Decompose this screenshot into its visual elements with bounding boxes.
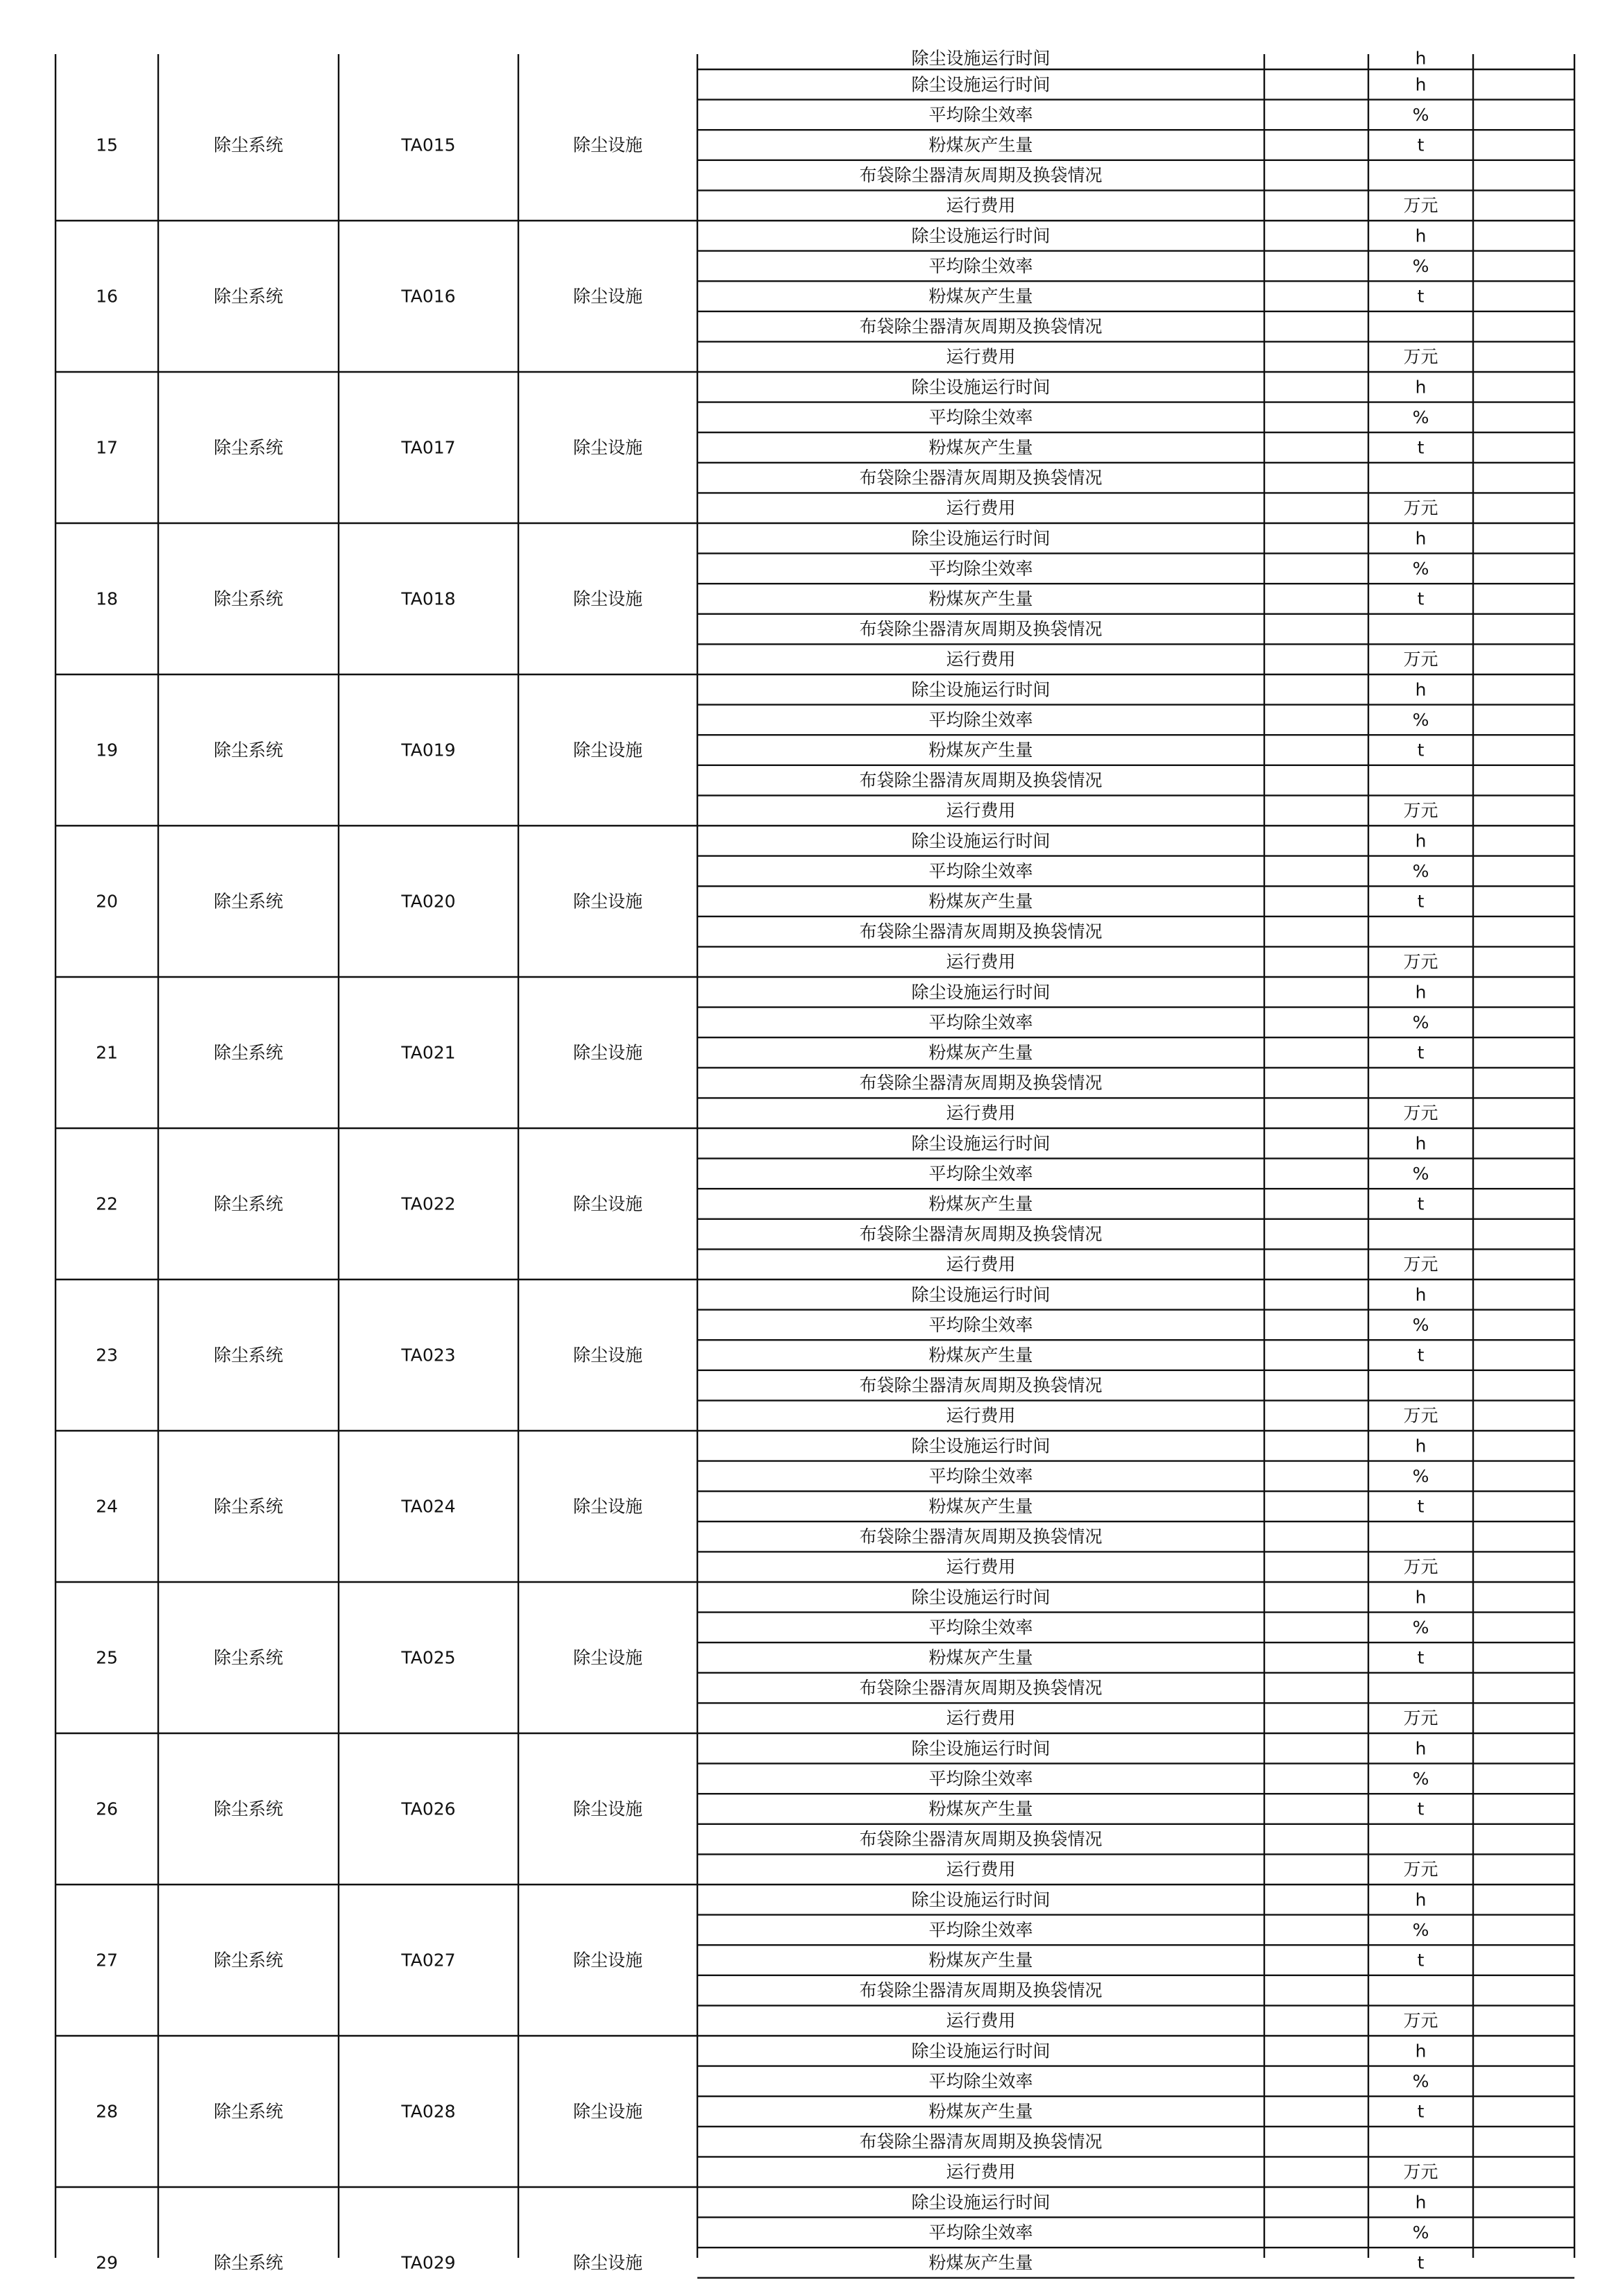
table-cell-unit: h — [1415, 982, 1427, 1003]
table-cell-facility: 除尘设施 — [572, 286, 643, 307]
table-cell-no: 15 — [96, 135, 118, 155]
table-cell-item: 粉煤灰产生量 — [928, 1798, 1033, 1819]
table-cell-system: 除尘系统 — [213, 135, 284, 155]
table-cell-facility: 除尘设施 — [572, 135, 643, 155]
table-cell-unit: 万元 — [1403, 346, 1438, 367]
table-cell-system: 除尘系统 — [213, 2101, 284, 2122]
table-cell-facility: 除尘设施 — [572, 2252, 643, 2273]
table-cell-no: 18 — [96, 588, 118, 609]
table-cell-item: 运行费用 — [946, 1859, 1016, 1880]
table-cell-item: 运行费用 — [946, 1103, 1016, 1123]
table-cell-item: 布袋除尘器清灰周期及换袋情况 — [859, 619, 1103, 640]
table-cell-unit: t — [1417, 1496, 1425, 1517]
table-cell-item: 运行费用 — [946, 951, 1016, 972]
table-cell-item: 平均除尘效率 — [928, 558, 1033, 579]
table-cell-code: TA023 — [401, 1345, 456, 1366]
table-cell-item: 布袋除尘器清灰周期及换袋情况 — [859, 1375, 1103, 1396]
table-cell-unit: h — [1415, 831, 1427, 851]
table-cell-item: 平均除尘效率 — [928, 1314, 1033, 1335]
table-cell-unit: t — [1417, 1193, 1425, 1214]
table-cell-facility: 除尘设施 — [572, 1647, 643, 1668]
table-cell-unit: h — [1415, 1889, 1427, 1910]
table-cell-item: 布袋除尘器清灰周期及换袋情况 — [859, 1678, 1103, 1699]
table-grid-lines — [56, 54, 1574, 2278]
table-cell-item: 粉煤灰产生量 — [928, 1193, 1033, 1214]
table-cell-facility: 除尘设施 — [572, 2101, 643, 2122]
table-cell-item: 平均除尘效率 — [928, 104, 1033, 125]
table-cell-item: 布袋除尘器清灰周期及换袋情况 — [859, 2132, 1103, 2152]
table-cell-unit: t — [1417, 1798, 1425, 1819]
table-cell-unit: 万元 — [1403, 195, 1438, 216]
table-cell-unit: t — [1417, 2252, 1425, 2273]
table-cell-item: 粉煤灰产生量 — [928, 135, 1033, 155]
table-cell-item: 布袋除尘器清灰周期及换袋情况 — [859, 468, 1103, 488]
table-cell-no: 29 — [96, 2252, 118, 2273]
table-cell-item: 平均除尘效率 — [928, 1465, 1033, 1486]
table-cell-unit: % — [1412, 709, 1429, 730]
table-cell-unit: t — [1417, 437, 1425, 458]
table-cell-item: 粉煤灰产生量 — [928, 1950, 1033, 1971]
table-cell-unit: t — [1417, 740, 1425, 760]
table-cell-unit: h — [1415, 1587, 1427, 1608]
table-cell-unit: h — [1415, 1436, 1427, 1456]
table-cell-unit: 万元 — [1403, 951, 1438, 972]
table-cell-item: 除尘设施运行时间 — [911, 982, 1051, 1003]
table-cell-item: 粉煤灰产生量 — [928, 740, 1033, 760]
table-cell-unit: 万元 — [1403, 649, 1438, 670]
table-cell-unit: % — [1412, 1768, 1429, 1789]
table-cell-item: 布袋除尘器清灰周期及换袋情况 — [859, 770, 1103, 791]
table-cell-unit: t — [1417, 588, 1425, 609]
table-cell-code: TA017 — [401, 437, 456, 458]
table-cell-system: 除尘系统 — [213, 1345, 284, 1366]
table-cell-code: TA016 — [401, 286, 456, 307]
table-cell-no: 20 — [96, 891, 118, 912]
table-cell-item: 除尘设施运行时间 — [911, 377, 1051, 398]
table-cell-item: 运行费用 — [946, 2161, 1016, 2182]
table-cell-item: 除尘设施运行时间 — [911, 528, 1051, 549]
table-cell-unit: t — [1417, 891, 1425, 912]
table-cell-item: 平均除尘效率 — [928, 1012, 1033, 1032]
table-cell-unit: 万元 — [1403, 498, 1438, 518]
table-cell-code: TA018 — [401, 588, 456, 609]
table-cell-unit: h — [1415, 48, 1427, 69]
table-cell-code: TA021 — [401, 1042, 456, 1063]
table-cell-system: 除尘系统 — [213, 286, 284, 307]
table-cell-code: TA019 — [401, 740, 456, 760]
table-cell-item: 运行费用 — [946, 346, 1016, 367]
table-cell-item: 平均除尘效率 — [928, 2070, 1033, 2091]
table-cell-item: 粉煤灰产生量 — [928, 286, 1033, 307]
table-cell-unit: h — [1415, 226, 1427, 246]
table-cell-item: 布袋除尘器清灰周期及换袋情况 — [859, 1980, 1103, 2001]
table-cell-system: 除尘系统 — [213, 1193, 284, 1214]
table-cell-item: 平均除尘效率 — [928, 709, 1033, 730]
table-cell-item: 除尘设施运行时间 — [911, 2041, 1051, 2061]
table-cell-item: 粉煤灰产生量 — [928, 437, 1033, 458]
table-cell-unit: h — [1415, 528, 1427, 549]
table-cell-facility: 除尘设施 — [572, 437, 643, 458]
table-cell-unit: 万元 — [1403, 2010, 1438, 2031]
table-cell-no: 26 — [96, 1798, 118, 1819]
table-cell-facility: 除尘设施 — [572, 891, 643, 912]
table-cell-facility: 除尘设施 — [572, 1042, 643, 1063]
table-cell-code: TA029 — [401, 2252, 456, 2273]
table-cell-unit: % — [1412, 1012, 1429, 1032]
table-cell-no: 28 — [96, 2101, 118, 2122]
table-cell-code: TA025 — [401, 1647, 456, 1668]
table-cell-unit: % — [1412, 2222, 1429, 2243]
table-cell-unit: t — [1417, 1345, 1425, 1366]
table-cell-item: 粉煤灰产生量 — [928, 2252, 1033, 2273]
table-cell-unit: % — [1412, 860, 1429, 881]
table-cell-item: 除尘设施运行时间 — [911, 226, 1051, 246]
table-cell-facility: 除尘设施 — [572, 1193, 643, 1214]
table-cell-item: 运行费用 — [946, 800, 1016, 821]
table-cell-facility: 除尘设施 — [572, 1950, 643, 1971]
table-cell-item: 平均除尘效率 — [928, 407, 1033, 427]
table-cell-item: 布袋除尘器清灰周期及换袋情况 — [859, 1527, 1103, 1547]
table-cell-item: 运行费用 — [946, 1708, 1016, 1728]
table-cell-unit: 万元 — [1403, 1859, 1438, 1880]
table-cell-code: TA024 — [401, 1496, 456, 1517]
table-cell-item: 平均除尘效率 — [928, 1768, 1033, 1789]
table-cell-item: 粉煤灰产生量 — [928, 891, 1033, 912]
table-cell-item: 粉煤灰产生量 — [928, 2101, 1033, 2122]
table-cell-unit: h — [1415, 74, 1427, 95]
table-cell-item: 布袋除尘器清灰周期及换袋情况 — [859, 1224, 1103, 1245]
table-cell-item: 运行费用 — [946, 1405, 1016, 1426]
table-cell-unit: h — [1415, 2041, 1427, 2061]
table-cell-item: 平均除尘效率 — [928, 1163, 1033, 1184]
table-cell-item: 平均除尘效率 — [928, 1617, 1033, 1638]
table-cell-item: 平均除尘效率 — [928, 1919, 1033, 1940]
table-cell-item: 布袋除尘器清灰周期及换袋情况 — [859, 1073, 1103, 1094]
table-cell-unit: % — [1412, 1465, 1429, 1486]
table-cell-unit: h — [1415, 679, 1427, 700]
table-cell-facility: 除尘设施 — [572, 1798, 643, 1819]
table-cell-item: 平均除尘效率 — [928, 2222, 1033, 2243]
table-cell-code: TA022 — [401, 1193, 456, 1214]
table-cell-item: 布袋除尘器清灰周期及换袋情况 — [859, 921, 1103, 942]
table-cell-no: 24 — [96, 1496, 118, 1517]
table-cell-facility: 除尘设施 — [572, 1496, 643, 1517]
table-cell-system: 除尘系统 — [213, 437, 284, 458]
table-cell-item: 布袋除尘器清灰周期及换袋情况 — [859, 316, 1103, 337]
table-cell-system: 除尘系统 — [213, 740, 284, 760]
table-cell-item: 除尘设施运行时间 — [911, 1284, 1051, 1305]
table-cell-unit: t — [1417, 2101, 1425, 2122]
table-cell-item: 除尘设施运行时间 — [911, 831, 1051, 851]
table-cell-unit: 万元 — [1403, 1103, 1438, 1123]
table-cell-unit: % — [1412, 104, 1429, 125]
table-cell-item: 运行费用 — [946, 195, 1016, 216]
table-cell-no: 16 — [96, 286, 118, 307]
table-cell-item: 除尘设施运行时间 — [911, 48, 1051, 69]
table-cell-item: 粉煤灰产生量 — [928, 588, 1033, 609]
table-cell-unit: h — [1415, 2192, 1427, 2213]
table-cell-unit: % — [1412, 255, 1429, 276]
table-cell-system: 除尘系统 — [213, 1798, 284, 1819]
table-cell-system: 除尘系统 — [213, 588, 284, 609]
table-cell-unit: 万元 — [1403, 1405, 1438, 1426]
table-cell-unit: 万元 — [1403, 1708, 1438, 1728]
table-cell-item: 除尘设施运行时间 — [911, 74, 1051, 95]
table-cell-unit: h — [1415, 377, 1427, 398]
table-cell-item: 布袋除尘器清灰周期及换袋情况 — [859, 165, 1103, 186]
table-cell-unit: 万元 — [1403, 2161, 1438, 2182]
table-cell-item: 除尘设施运行时间 — [911, 1436, 1051, 1456]
table-cell-system: 除尘系统 — [213, 1496, 284, 1517]
table-cell-code: TA027 — [401, 1950, 456, 1971]
table-cell-unit: h — [1415, 1738, 1427, 1759]
table-cell-system: 除尘系统 — [213, 1647, 284, 1668]
table-cell-code: TA026 — [401, 1798, 456, 1819]
table-cell-unit: 万元 — [1403, 800, 1438, 821]
table-cell-unit: h — [1415, 1284, 1427, 1305]
table-cell-unit: % — [1412, 558, 1429, 579]
table-cell-item: 除尘设施运行时间 — [911, 1889, 1051, 1910]
table-cell-system: 除尘系统 — [213, 891, 284, 912]
table-cell-unit: % — [1412, 407, 1429, 427]
table-cell-no: 27 — [96, 1950, 118, 1971]
table-cell-unit: % — [1412, 1919, 1429, 1940]
table-cell-system: 除尘系统 — [213, 2252, 284, 2273]
table-cell-no: 22 — [96, 1193, 118, 1214]
table-cell-code: TA015 — [401, 135, 456, 155]
table-cell-item: 除尘设施运行时间 — [911, 1738, 1051, 1759]
table-cell-unit: % — [1412, 1163, 1429, 1184]
table-cell-unit: % — [1412, 1617, 1429, 1638]
table-cell-item: 粉煤灰产生量 — [928, 1345, 1033, 1366]
table-cell-item: 平均除尘效率 — [928, 255, 1033, 276]
table-cell-item: 运行费用 — [946, 1556, 1016, 1577]
table-cell-system: 除尘系统 — [213, 1042, 284, 1063]
table-cell-item: 平均除尘效率 — [928, 860, 1033, 881]
table-cell-unit: h — [1415, 1133, 1427, 1154]
table-cells — [96, 49, 1438, 2273]
table-cell-item: 除尘设施运行时间 — [911, 2192, 1051, 2213]
table-cell-no: 17 — [96, 437, 118, 458]
table-cell-item: 粉煤灰产生量 — [928, 1647, 1033, 1668]
table-cell-unit: t — [1417, 1042, 1425, 1063]
table-cell-facility: 除尘设施 — [572, 588, 643, 609]
table-cell-item: 运行费用 — [946, 649, 1016, 670]
table-cell-item: 除尘设施运行时间 — [911, 1133, 1051, 1154]
table-cell-item: 除尘设施运行时间 — [911, 679, 1051, 700]
table-cell-item: 布袋除尘器清灰周期及换袋情况 — [859, 1829, 1103, 1850]
table-cell-unit: % — [1412, 1314, 1429, 1335]
table-cell-no: 25 — [96, 1647, 118, 1668]
table-cell-item: 粉煤灰产生量 — [928, 1496, 1033, 1517]
table-cell-no: 19 — [96, 740, 118, 760]
table-cell-unit: t — [1417, 286, 1425, 307]
table-cell-item: 粉煤灰产生量 — [928, 1042, 1033, 1063]
table-cell-unit: 万元 — [1403, 1254, 1438, 1275]
table-cell-item: 运行费用 — [946, 498, 1016, 518]
table-cell-facility: 除尘设施 — [572, 740, 643, 760]
table-cell-no: 21 — [96, 1042, 118, 1063]
table-cell-unit: t — [1417, 135, 1425, 155]
table-cell-unit: t — [1417, 1950, 1425, 1971]
table-cell-system: 除尘系统 — [213, 1950, 284, 1971]
table-cell-item: 除尘设施运行时间 — [911, 1587, 1051, 1608]
table-cell-unit: % — [1412, 2070, 1429, 2091]
table-cell-code: TA020 — [401, 891, 456, 912]
table-cell-code: TA028 — [401, 2101, 456, 2122]
table-cell-unit: 万元 — [1403, 1556, 1438, 1577]
table-cell-facility: 除尘设施 — [572, 1345, 643, 1366]
table-cell-no: 23 — [96, 1345, 118, 1366]
table-cell-item: 运行费用 — [946, 1254, 1016, 1275]
table-cell-unit: t — [1417, 1647, 1425, 1668]
table-cell-item: 运行费用 — [946, 2010, 1016, 2031]
